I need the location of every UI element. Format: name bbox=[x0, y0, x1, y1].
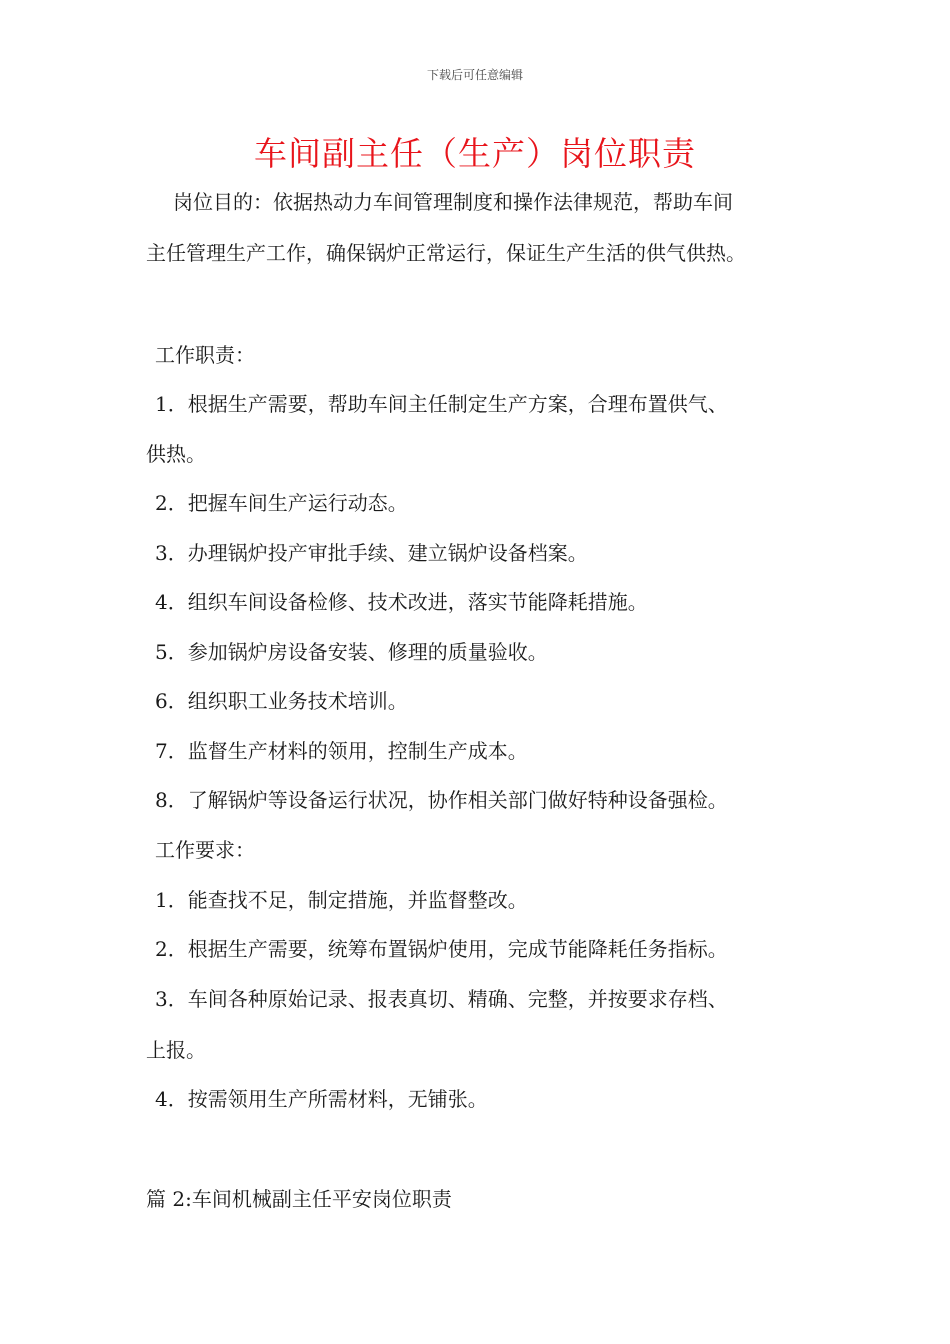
purpose-line-1: 岗位目的：依据热动力车间管理制度和操作法律规范，帮助车间 bbox=[173, 190, 733, 214]
duty-7: 7．监督生产材料的领用，控制生产成本。 bbox=[155, 739, 528, 763]
header-note: 下载后可任意编辑 bbox=[426, 68, 523, 82]
duties-heading: 工作职责： bbox=[155, 343, 255, 367]
requirement-1: 1．能查找不足，制定措施，并监督整改。 bbox=[155, 888, 528, 912]
purpose-line-2: 主任管理生产工作，确保锅炉正常运行，保证生产生活的供气供热。 bbox=[146, 241, 746, 265]
requirements-heading: 工作要求： bbox=[155, 838, 255, 862]
duty-1-line-2: 供热。 bbox=[146, 442, 206, 466]
requirement-3-line-2: 上报。 bbox=[146, 1038, 206, 1062]
duty-3: 3．办理锅炉投产审批手续、建立锅炉设备档案。 bbox=[155, 541, 588, 565]
duty-1-line-1: 1．根据生产需要，帮助车间主任制定生产方案，合理布置供气、 bbox=[155, 392, 728, 416]
requirement-3-line-1: 3．车间各种原始记录、报表真切、精确、完整，并按要求存档、 bbox=[155, 987, 728, 1011]
next-section-heading: 篇 2:车间机械副主任平安岗位职责 bbox=[146, 1187, 452, 1211]
duty-2: 2．把握车间生产运行动态。 bbox=[155, 491, 408, 515]
duty-6: 6．组织职工业务技术培训。 bbox=[155, 689, 408, 713]
duty-5: 5．参加锅炉房设备安装、修理的质量验收。 bbox=[155, 640, 548, 664]
requirement-4: 4．按需领用生产所需材料，无铺张。 bbox=[155, 1087, 488, 1111]
duty-4: 4．组织车间设备检修、技术改进，落实节能降耗措施。 bbox=[155, 590, 648, 614]
duty-8: 8．了解锅炉等设备运行状况，协作相关部门做好特种设备强检。 bbox=[155, 788, 728, 812]
document-title: 车间副主任（生产）岗位职责 bbox=[254, 134, 696, 173]
requirement-2: 2．根据生产需要，统筹布置锅炉使用，完成节能降耗任务指标。 bbox=[155, 937, 728, 961]
